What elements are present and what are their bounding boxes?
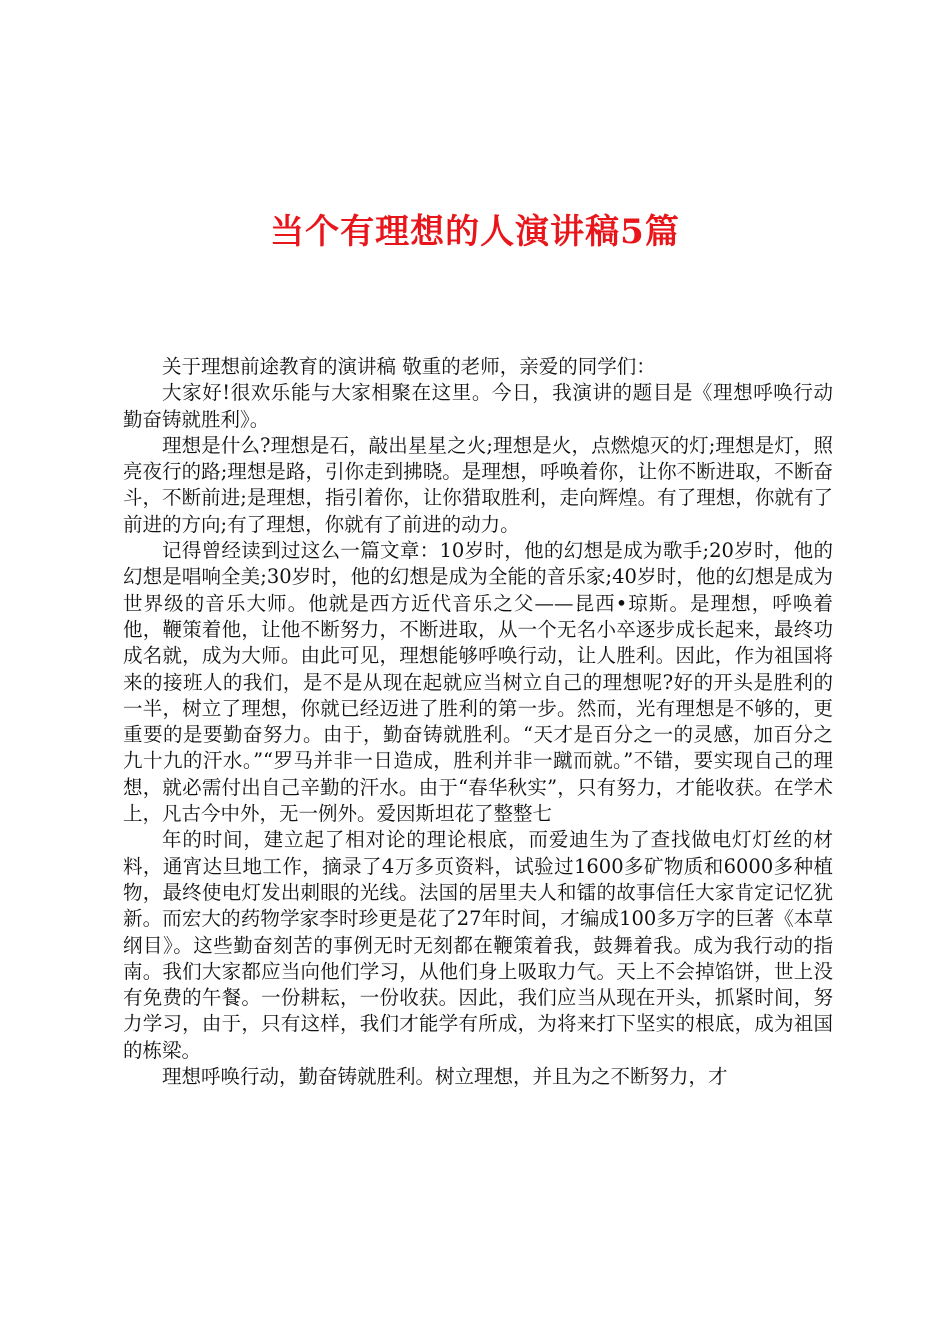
paragraph-greeting: 关于理想前途教育的演讲稿 敬重的老师，亲爱的同学们：: [162, 355, 656, 378]
paragraph-what-is-ideal: 理想是什么?理想是石，敲出星星之火;理想是火，点燃熄灭的灯;理想是灯，照亮夜行的路;理想是路，引你走到拂晓。是理想，呼唤着你，让你不断进取，不断奋斗，不断前进;是理想，指引着你，让你猎取胜利，走向辉煌。有了理想，你就有了前进的方向;有了理想，你就有了前进的动力。: [123, 433, 833, 536]
paragraph-quincy-jones: 记得曾经读到过这么一篇文章：10岁时，他的幻想是成为歌手;20岁时，他的幻想是唱响全美;30岁时，他的幻想是成为全能的音乐家;40岁时，他的幻想是成为世界级的音乐大师。他就是西方近代音乐之父——昆西•琼斯。是理想，呼唤着他，鞭策着他，让他不断努力，不断进取，从一个无名小卒逐步成长起来，最终功成名就，成为大师。由此可见，理想能够呼唤行动，让人胜利。因此，作为祖国将来的接班人的我们，是不是从现在起就应当树立自己的理想呢?好的开头是胜利的一半，树立了理想，你就已经迈进了胜利的第一步。然而，光有理想是不够的，更重要的是要勤奋努力。由于，勤奋铸就胜利。“天才是百分之一的灵感，加百分之九十九的汗水。”“罗马并非一日造成，胜利并非一蹴而就。”不错，要实现自己的理想，就必需付出自己辛勤的汗水。由于“春华秋实”，只有努力，才能收获。在学术上，凡古今中外，无一例外。爱因斯坦花了整整七: [123, 539, 833, 826]
paragraph-intro: 大家好!很欢乐能与大家相聚在这里。今日，我演讲的题目是《理想呼唤行动 勤奋铸就胜利》。: [123, 381, 833, 431]
document-body: [123, 354, 833, 1090]
paragraph-examples: 年的时间，建立起了相对论的理论根底，而爱迪生为了查找做电灯灯丝的材料，通宵达旦地工作，摘录了4万多页资料，试验过1600多矿物质和6000多种植物，最终使电灯发出刺眼的光线。法国的居里夫人和镭的故事信任大家肯定记忆犹新。而宏大的药物学家李时珍更是花了27年时间，才编成100多万字的巨著《本草纲目》。这些勤奋刻苦的事例无时无刻都在鞭策着我，鼓舞着我。成为我行动的指南。我们大家都应当向他们学习，从他们身上吸取力气。天上不会掉馅饼，世上没有免费的午餐。一份耕耘，一份收获。因此，我们应当从现在开头，抓紧时间，努力学习，由于，只有这样，我们才能学有所成，为将来打下坚实的根底，成为祖国的栋梁。: [123, 828, 833, 1062]
document-title: 当个有理想的人演讲稿5篇: [270, 212, 680, 252]
paragraph-conclusion: 理想呼唤行动，勤奋铸就胜利。树立理想，并且为之不断努力，才: [162, 1065, 728, 1089]
